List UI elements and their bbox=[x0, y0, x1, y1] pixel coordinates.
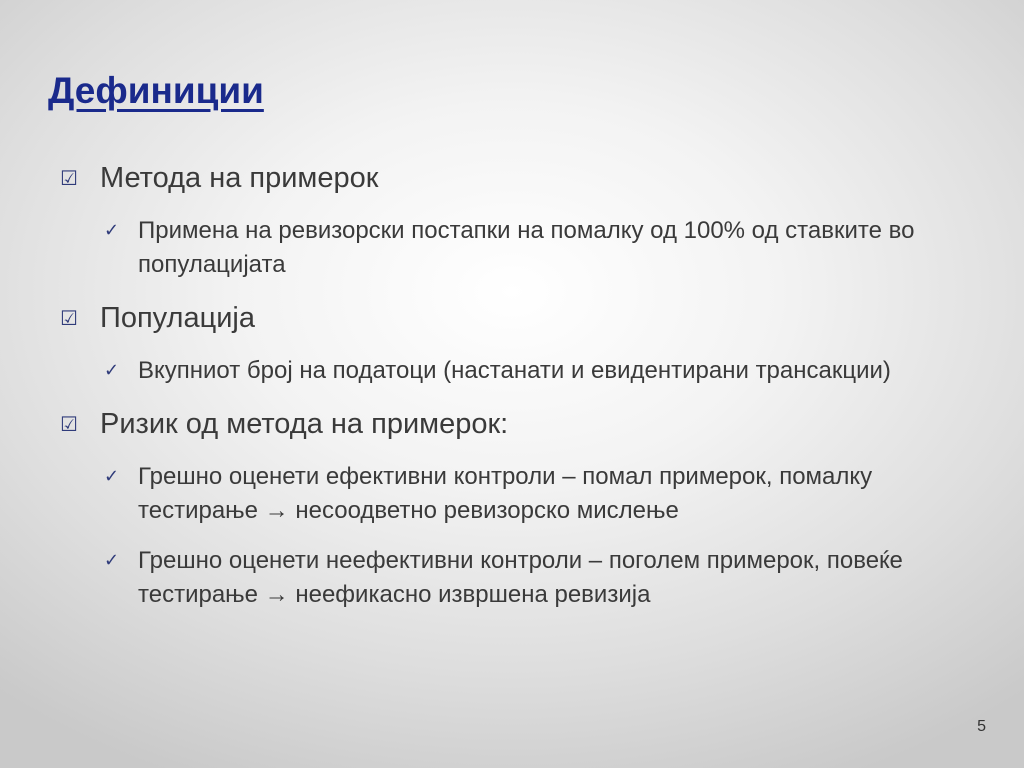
sub-bullet-item bbox=[60, 460, 938, 528]
bullet-text: Ризик од метода на примерок: bbox=[100, 408, 509, 440]
sub-bullet-item bbox=[60, 354, 938, 388]
slide-title: Дефиниции bbox=[48, 70, 264, 111]
bullet-item-sampling-method bbox=[60, 158, 960, 198]
checkmark-icon: ✓ bbox=[104, 220, 120, 240]
bullet-item-population bbox=[60, 298, 960, 338]
sub-bullet-text: Грешно оценети неефективни контроли – поголем примерок, повеќе тестирање → неефикасно извршена ревизија bbox=[138, 547, 903, 608]
checkbox-checked-icon: ☑ bbox=[60, 414, 78, 436]
sub-bullet-text: Грешно оценети ефективни контроли – помал примерок, помалку тестирање → несоодветно ревизорско мислење bbox=[138, 463, 873, 524]
checkmark-icon: ✓ bbox=[104, 360, 120, 380]
sub-bullet-item bbox=[60, 544, 908, 612]
bullet-text: Метода на примерок bbox=[100, 162, 379, 194]
bullet-item-sampling-risk bbox=[60, 404, 960, 444]
page-number: 5 bbox=[977, 718, 986, 735]
checkmark-icon: ✓ bbox=[104, 466, 120, 486]
bullet-text: Популација bbox=[100, 302, 255, 334]
checkmark-icon: ✓ bbox=[104, 550, 120, 570]
bullet-list bbox=[60, 158, 960, 612]
sub-bullet-item bbox=[60, 214, 938, 282]
sub-bullet-text: Примена на ревизорски постапки на помалку од 100% од ставките во популацијата bbox=[138, 217, 915, 278]
checkbox-checked-icon: ☑ bbox=[60, 308, 78, 330]
checkbox-checked-icon: ☑ bbox=[60, 168, 78, 190]
sub-bullet-text: Вкупниот број на податоци (настанати и евидентирани трансакции) bbox=[138, 357, 891, 384]
